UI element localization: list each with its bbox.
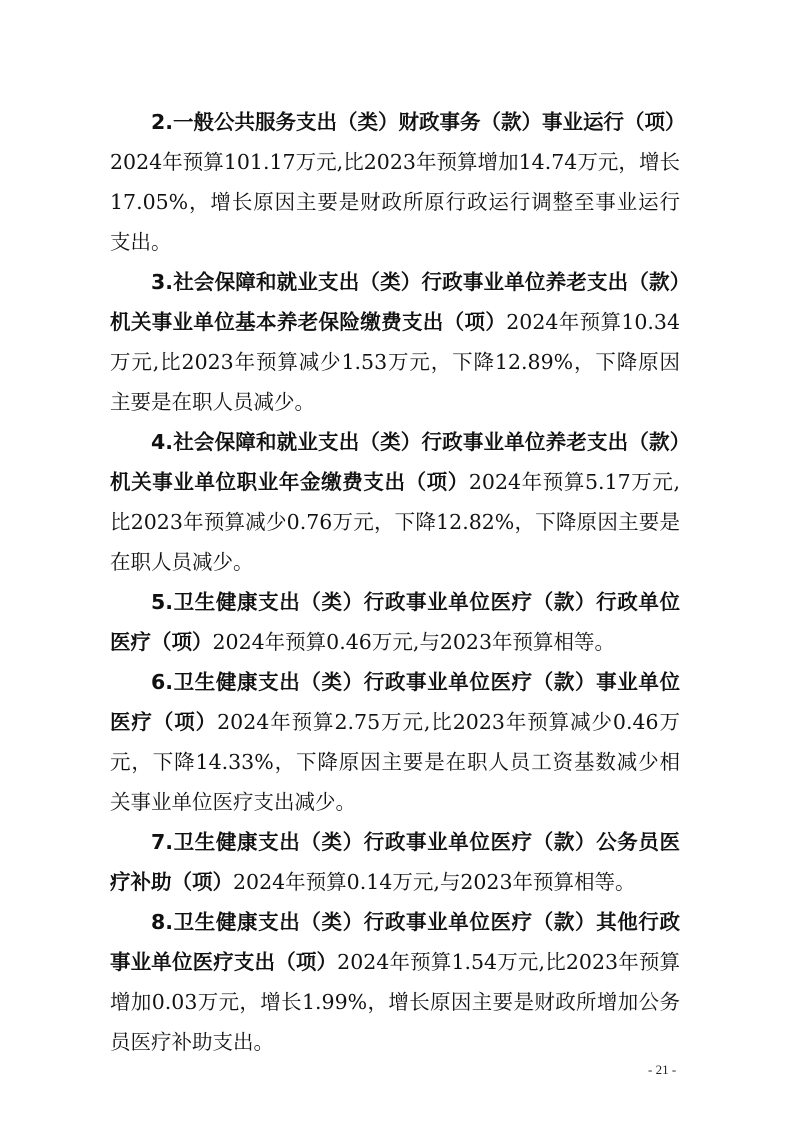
paragraph-heading: 5.卫生健康支出（类）行政事业单位医疗（款）行政单位医疗（项） [110, 590, 680, 654]
paragraph-heading: 6.卫生健康支出（类）行政事业单位医疗（款）事业单位医疗（项） [110, 670, 680, 734]
paragraph-text: 2024年预算1.54万元,比2023年预算增加0.03万元，增长1.99%，增长原因主要是财政所增加公务员医疗补助支出。 [110, 950, 680, 1054]
document-body [110, 102, 686, 1062]
paragraph-text: 2024年预算5.17万元,比2023年预算减少0.76万元，下降12.82%，下降原因主要是在职人员减少。 [110, 470, 680, 574]
paragraph-item-4 [110, 422, 680, 582]
paragraph-heading: 3.社会保障和就业支出（类）行政事业单位养老支出（款）机关事业单位基本养老保险缴费支出（项） [110, 270, 680, 334]
paragraph-heading: 8.卫生健康支出（类）行政事业单位医疗（款）其他行政事业单位医疗支出（项） [110, 910, 680, 974]
paragraph-text: 2024年预算101.17万元,比2023年预算增加14.74万元，增长17.05%，增长原因主要是财政所原行政运行调整至事业运行支出。 [110, 150, 680, 254]
paragraph-text: 2024年预算2.75万元,比2023年预算减少0.46万元，下降14.33%，下降原因主要是在职人员工资基数减少相关事业单位医疗支出减少。 [110, 710, 680, 814]
paragraph-heading: 7.卫生健康支出（类）行政事业单位医疗（款）公务员医疗补助（项） [110, 830, 680, 894]
paragraph-item-3 [110, 262, 680, 422]
paragraph-heading: 2.一般公共服务支出（类）财政事务（款）事业运行（项） [151, 110, 686, 134]
paragraph-heading: 4.社会保障和就业支出（类）行政事业单位养老支出（款）机关事业单位职业年金缴费支出（项） [110, 430, 680, 494]
paragraph-item-8 [110, 902, 680, 1062]
paragraph-item-2 [110, 102, 686, 262]
paragraph-text: 2024年预算10.34万元,比2023年预算减少1.53万元，下降12.89%，下降原因主要是在职人员减少。 [110, 310, 681, 414]
paragraph-item-5 [110, 582, 680, 662]
paragraph-item-6 [110, 662, 680, 822]
paragraph-text: 2024年预算0.14万元,与2023年预算相等。 [233, 870, 636, 894]
page-number: - 21 - [648, 1062, 677, 1077]
paragraph-item-7 [110, 822, 680, 902]
paragraph-text: 2024年预算0.46万元,与2023年预算相等。 [212, 630, 616, 654]
